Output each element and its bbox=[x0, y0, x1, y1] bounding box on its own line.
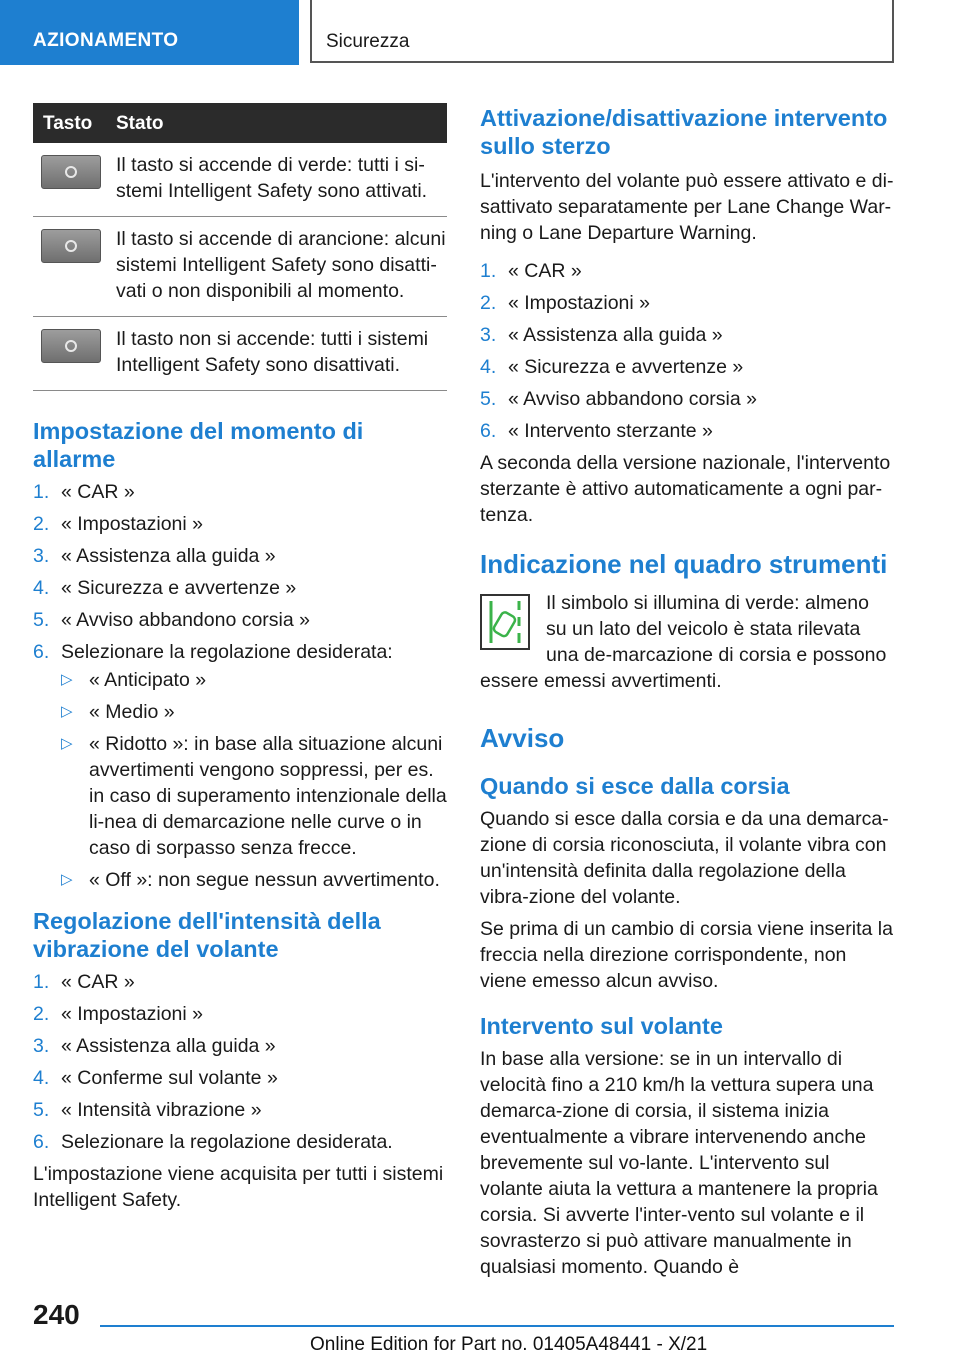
footer-edition: Online Edition for Part no. 01405A48441 - X/21 bbox=[310, 1334, 708, 1355]
list-item: 4. « Sicurezza e avvertenze » bbox=[480, 356, 744, 378]
list-item: 6. « Intervento sterzante » bbox=[480, 420, 713, 442]
option-item: ▷ « Medio » bbox=[61, 701, 175, 723]
sterzo-heading: Attivazione/disattivazione intervento sullo sterzo bbox=[480, 105, 888, 159]
sterzo-intro: L'intervento del volante può essere attivato e di-sattivato separatamente per Lane Change War-ning o Lane Departure Warning. bbox=[480, 170, 894, 244]
table-row bbox=[33, 143, 447, 217]
list-item: 1. « CAR » bbox=[480, 260, 582, 282]
corsia-heading: Quando si esce dalla corsia bbox=[480, 773, 790, 799]
avviso-heading: Avviso bbox=[480, 723, 565, 753]
list-item: 4. « Sicurezza e avvertenze » bbox=[33, 577, 297, 599]
footer-divider bbox=[100, 1325, 894, 1327]
table-cell-stato: Il tasto si accende di arancione: alcuni sistemi Intelligent Safety sono disatti-vati o non disponibili al momento. bbox=[116, 228, 446, 302]
section-tab bbox=[0, 0, 299, 65]
list-item: 6. Selezionare la regolazione desiderata: ▷ « Anticipato » ▷ « Medio » ▷ « Ridotto »: in base alla situazione alcuni avvertimenti vengono soppressi, per es. in caso di superamento intenzionale della li-nea di demarcazione nelle curve o in caso di sorpasso senza frecce. ▷ « Off »: non segue nessun avvertimento. bbox=[33, 641, 447, 891]
triangle-bullet-icon: ▷ bbox=[61, 735, 73, 752]
chapter-title: Sicurezza bbox=[326, 31, 410, 52]
table-cell-stato: Il tasto non si accende: tutti i sistemi Intelligent Safety sono disattivati. bbox=[116, 328, 429, 376]
allarme-heading: Impostazione del momento di allarme bbox=[33, 418, 364, 472]
triangle-bullet-icon: ▷ bbox=[61, 871, 73, 888]
corsia-paragraph-1: Quando si esce dalla corsia e da una demarca-zione di corsia riconosciuta, il volante vibra con un'intensità definita dalla regolazione della vibra-zione del volante. bbox=[480, 808, 889, 908]
list-item: 1. « CAR » bbox=[33, 481, 135, 503]
list-item: 3. « Assistenza alla guida » bbox=[480, 324, 723, 346]
volante-paragraph: In base alla versione: se in un intervallo di velocità fino a 210 km/h la vettura supera una demarca-zione di corsia, il sistema inizia eventualmente a vibrare intervenendo anche brevemente sul vo-lante. L'intervento sul volante aiuta la vettura a mantenere la propria corsia. Si avverte l'inter-vento sul volante e il sovrasterzo si può attivare manualmente in qualsiasi momento. Quando è bbox=[480, 1048, 878, 1278]
safety-button-icon bbox=[41, 329, 101, 363]
triangle-bullet-icon: ▷ bbox=[61, 703, 73, 720]
list-item: 2. « Impostazioni » bbox=[33, 1003, 203, 1025]
option-item: ▷ « Anticipato » bbox=[61, 669, 207, 691]
left-column bbox=[33, 103, 447, 1213]
safety-button-icon bbox=[41, 229, 101, 263]
table-row bbox=[33, 217, 447, 317]
sterzo-note: A seconda della versione nazionale, l'intervento sterzante è attivo automaticamente a ogni par-tenza. bbox=[480, 452, 891, 526]
option-item: ▷ « Off »: non segue nessun avvertimento. bbox=[61, 869, 440, 891]
list-item: 1. « CAR » bbox=[33, 971, 135, 993]
vibrazione-heading: Regolazione dell'intensità della vibrazione del volante bbox=[33, 908, 381, 962]
safety-button-icon bbox=[41, 155, 101, 189]
allarme-options bbox=[33, 667, 447, 893]
page-number: 240 bbox=[33, 1299, 80, 1330]
list-item: 5. « Avviso abbandono corsia » bbox=[33, 609, 310, 631]
sterzo-steps bbox=[480, 258, 894, 444]
quadro-heading: Indicazione nel quadro strumenti bbox=[480, 549, 888, 579]
table-header-stato: Stato bbox=[116, 113, 164, 134]
list-item: 6. Selezionare la regolazione desiderata. bbox=[33, 1131, 393, 1153]
section-title: AZIONAMENTO bbox=[33, 30, 179, 51]
table-cell-stato: Il tasto si accende di verde: tutti i si-stemi Intelligent Safety sono attivati. bbox=[116, 154, 428, 202]
vibrazione-steps bbox=[33, 969, 447, 1155]
list-item: 4. « Conferme sul volante » bbox=[33, 1067, 278, 1089]
corsia-paragraph-2: Se prima di un cambio di corsia viene inserita la freccia nella direzione corrispondente, non viene emesso alcun avviso. bbox=[480, 918, 893, 992]
vibrazione-note: L'impostazione viene acquisita per tutti i sistemi Intelligent Safety. bbox=[33, 1163, 444, 1211]
chapter-tab bbox=[310, 0, 894, 63]
triangle-bullet-icon: ▷ bbox=[61, 671, 73, 688]
quadro-text: Il simbolo si illumina di verde: almeno su un lato del veicolo è stata rilevata una de-marcazione di corsia e possono essere emessi avvertimenti. bbox=[480, 592, 887, 692]
list-item: 2. « Impostazioni » bbox=[480, 292, 650, 314]
right-column bbox=[480, 104, 894, 1280]
allarme-steps bbox=[33, 479, 447, 893]
table-row bbox=[33, 317, 447, 391]
list-item: 5. « Intensità vibrazione » bbox=[33, 1099, 262, 1121]
option-item: ▷ « Ridotto »: in base alla situazione alcuni avvertimenti vengono soppressi, per es. in caso di superamento intenzionale della li-nea di demarcazione nelle curve o in caso di sorpasso senza frecce. bbox=[61, 733, 447, 859]
lane-warning-icon bbox=[480, 594, 530, 650]
list-item: 3. « Assistenza alla guida » bbox=[33, 1035, 276, 1057]
volante-heading: Intervento sul volante bbox=[480, 1013, 723, 1039]
quadro-block bbox=[480, 590, 894, 694]
list-item: 2. « Impostazioni » bbox=[33, 513, 203, 535]
list-item: 5. « Avviso abbandono corsia » bbox=[480, 388, 757, 410]
list-item: 3. « Assistenza alla guida » bbox=[33, 545, 276, 567]
table-header-tasto: Tasto bbox=[43, 113, 93, 134]
table-header bbox=[33, 103, 447, 143]
